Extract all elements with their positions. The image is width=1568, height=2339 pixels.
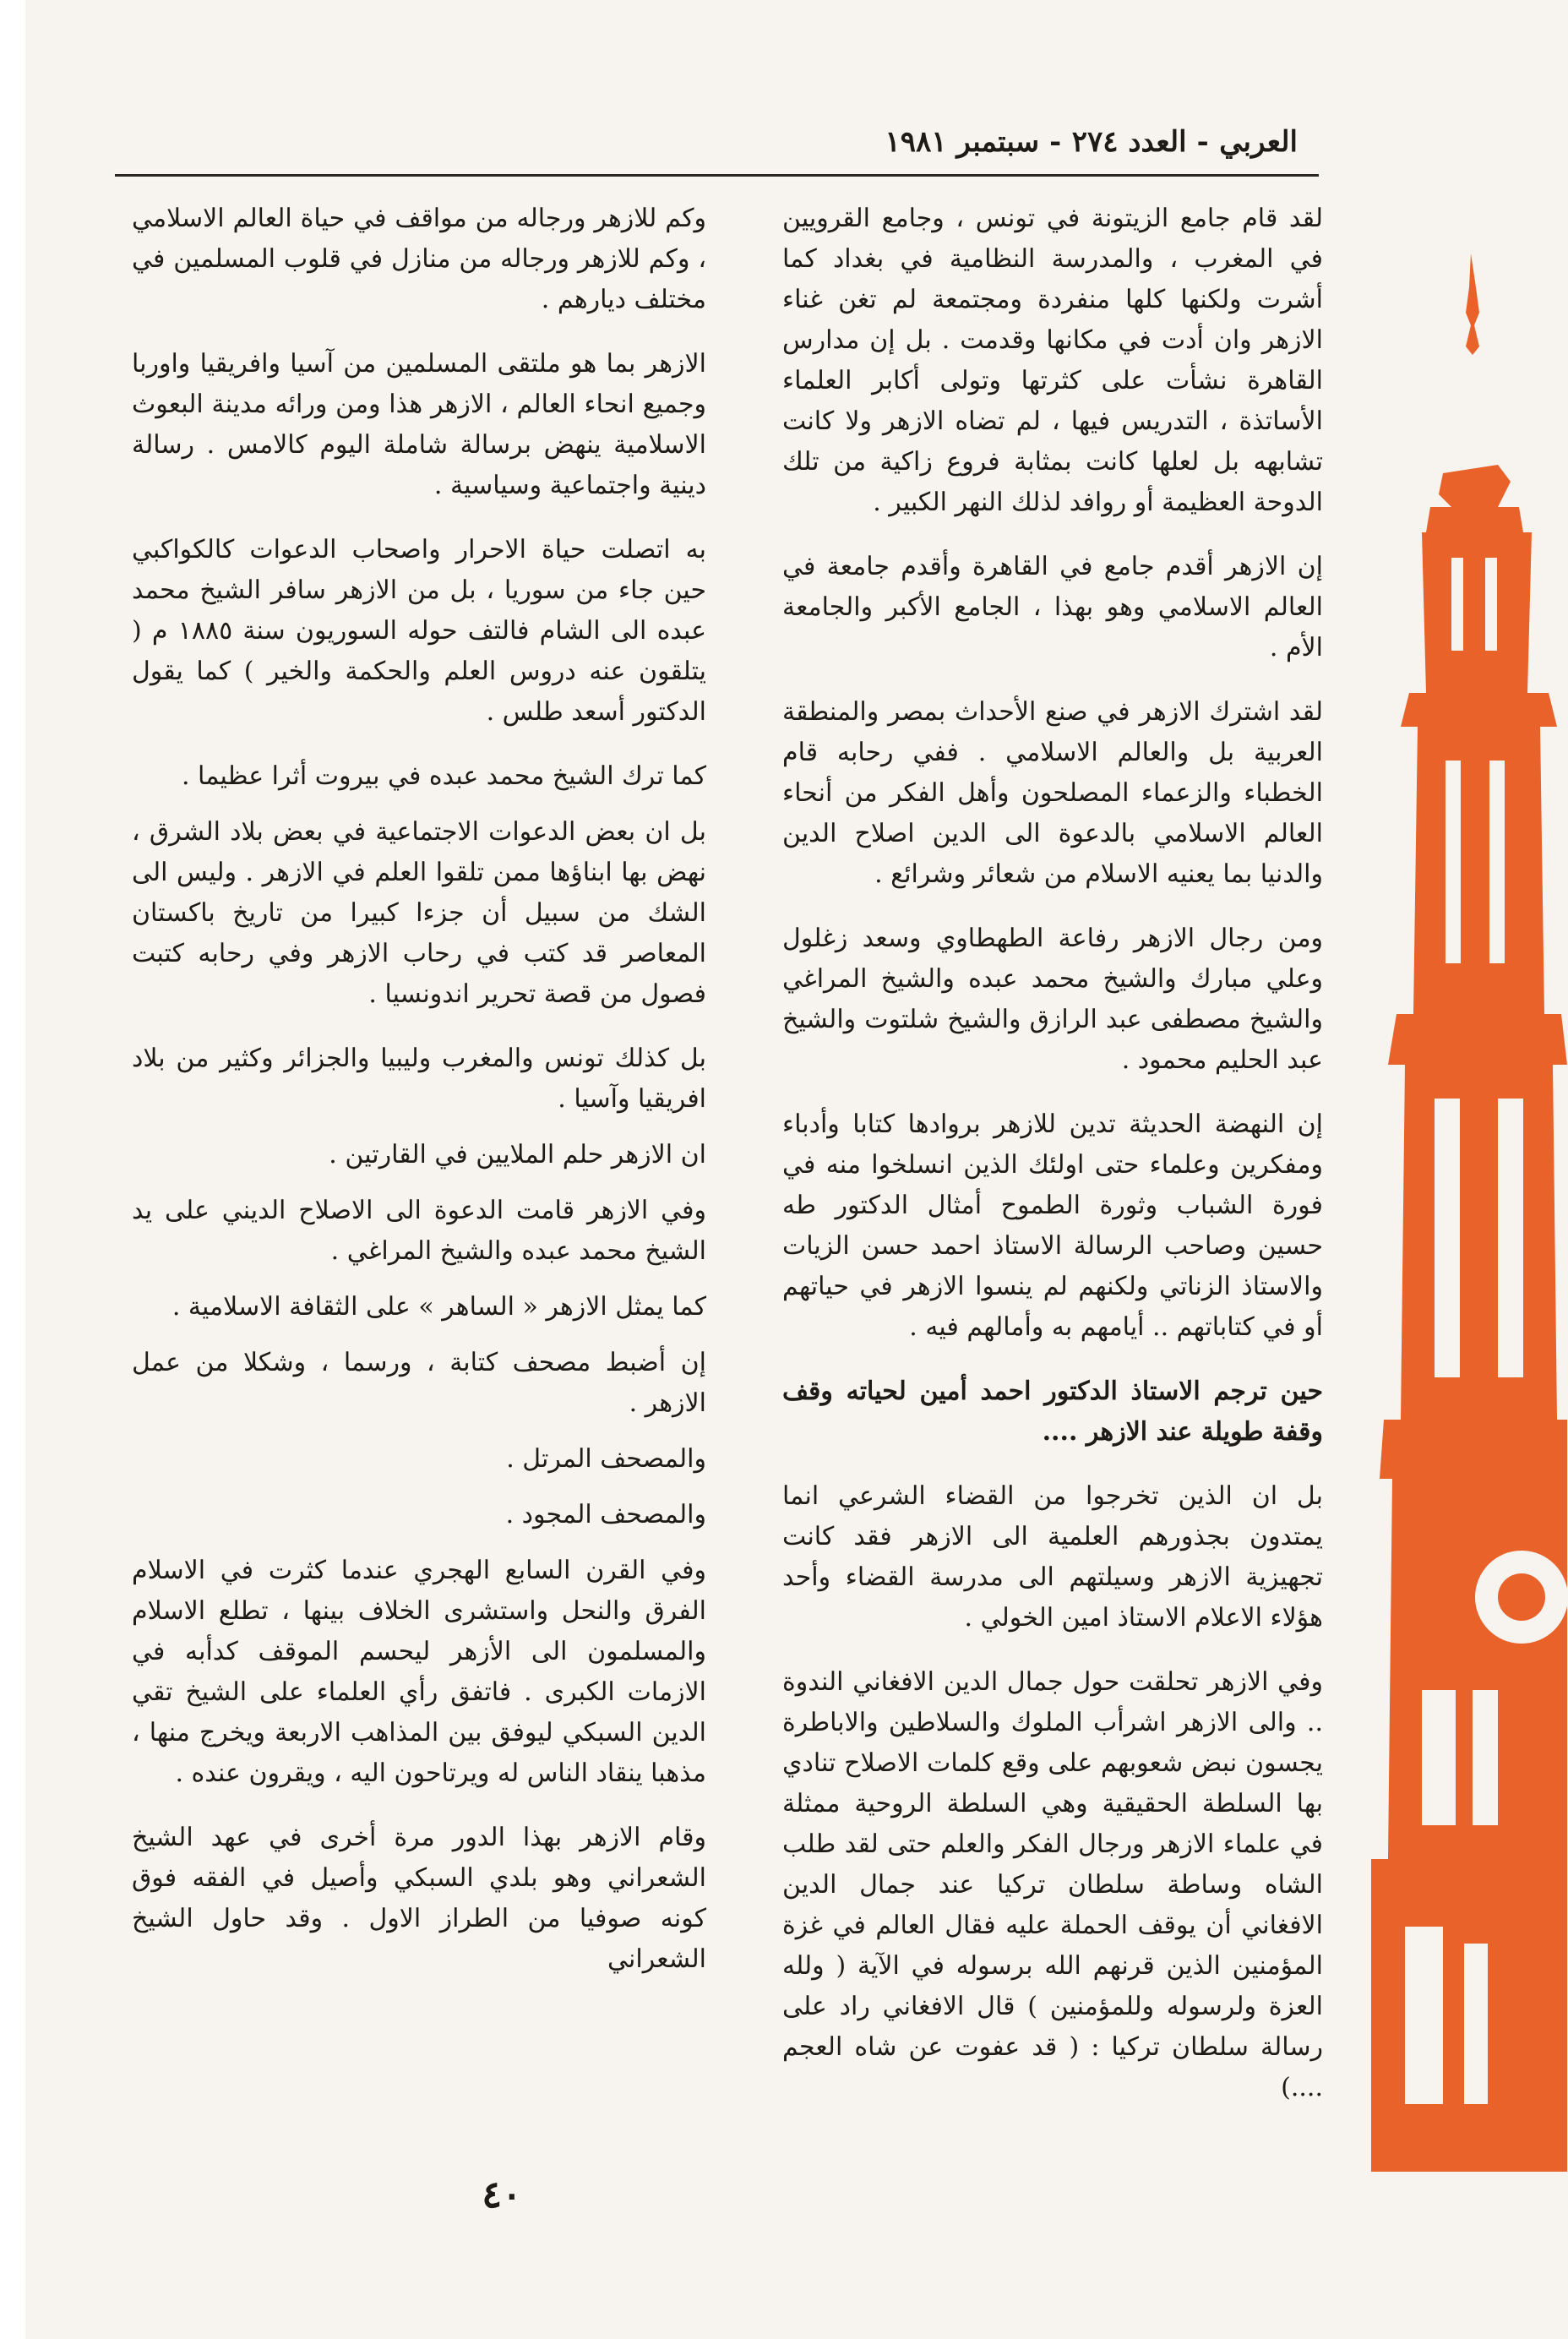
- paragraph: لقد اشترك الازهر في صنع الأحداث بمصر والمنطقة العربية بل والعالم الاسلامي . ففي رحابه قام الخطباء والزعماء المصلحون وأهل الفكر من أنحاء العالم الاسلامي بالدعوة الى الدين اصلاح الدين والدنيا بما يعنيه الاسلام من شعائر وشرائع .: [782, 697, 1323, 889]
- paragraph: حين ترجم الاستاذ الدكتور احمد أمين لحياته وقف وقفة طويلة عند الازهر ....: [782, 1377, 1323, 1447]
- paragraph: وكم للازهر ورجاله من مواقف في حياة العالم الاسلامي ، وكم للازهر ورجاله من منازل في قلوب المسلمين في مختلف ديارهم .: [132, 204, 706, 314]
- paragraph: وفي القرن السابع الهجري عندما كثرت في الاسلام الفرق والنحل واستشرى الخلاف بينها ، تطلع الاسلام والمسلمون الى الأزهر ليحسم الموقف كدأبه في الازمات الكبرى . فاتفق رأي العلماء على الشيخ تقي الدين السبكي ليوفق بين المذاهب الاربعة ويخرج منها ، مذهبا ينقاد الناس له ويرتاحون اليه ، ويقرون عنده .: [132, 1556, 706, 1788]
- paragraph: ومن رجال الازهر رفاعة الطهطاوي وسعد زغلول وعلي مبارك والشيخ محمد عبده والشيخ المراغي والشيخ مصطفى عبد الرازق والشيخ شلتوت والشيخ عبد الحليم محمود .: [782, 924, 1323, 1075]
- paragraph: وفي الازهر قامت الدعوة الى الاصلاح الديني على يد الشيخ محمد عبده والشيخ المراغي .: [132, 1196, 706, 1266]
- paragraph: لقد قام جامع الزيتونة في تونس ، وجامع القرويين في المغرب ، والمدرسة النظامية في بغداد كما أشرت ولكنها كلها منفردة ومجتمعة لم تغن غناء الازهر وان أدت في مكانها وقدمت . بل إن مدارس القاهرة نشأت على كثرتها وتولى أكابر العلماء الأساتذة ، التدريس فيها ، لم تضاه الازهر ولا كانت تشابهه بل لعلها كانت بمثابة فروع زاكية من تلك الدوحة العظيمة أو روافد لذلك النهر الكبير .: [782, 204, 1323, 517]
- left-column: [132, 199, 706, 2004]
- header-separator: -: [1049, 125, 1062, 159]
- paragraph: إن الازهر أقدم جامع في القاهرة وأقدم جامعة في العالم الاسلامي وهو بهذا ، الجامع الأكبر والجامعة الأم .: [782, 552, 1323, 662]
- paragraph: والمصحف المرتل .: [506, 1444, 706, 1474]
- page-number: ٤٠: [482, 2173, 522, 2216]
- issue-number: العدد ٢٧٤: [1071, 125, 1187, 159]
- paragraph: الازهر بما هو ملتقى المسلمين من آسيا وافريقيا واوربا وجميع انحاء العالم ، الازهر هذا ومن ورائه مدينة البعوث الاسلامية ينهض برسالة شاملة اليوم كالامس . رسالة دينية واجتماعية وسياسية .: [132, 349, 706, 500]
- paragraph: إن النهضة الحديثة تدين للازهر بروادها كتابا وأدباء ومفكرين وعلماء حتى اولئك الذين انسلخوا منه في فورة الشباب وثورة الطموح أمثال الدكتور طه حسين وصاحب الرسالة الاستاذ احمد حسن الزيات والاستاذ الزناتي ولكنهم لم ينسوا الازهر في حياتهم أو في كتاباتهم .. أيامهم به وأمالهم فيه .: [782, 1110, 1323, 1342]
- paragraph: والمصحف المجود .: [505, 1500, 706, 1529]
- right-column: [782, 199, 1323, 2132]
- paragraph: إن أضبط مصحف كتابة ، ورسما ، وشكلا من عمل الازهر .: [132, 1348, 706, 1418]
- paragraph: ان الازهر حلم الملايين في القارتين .: [329, 1140, 706, 1170]
- running-header: [284, 117, 1298, 167]
- page-edge: [0, 0, 25, 2339]
- minaret-illustration: [1371, 254, 1567, 2172]
- header-rule: [115, 174, 1319, 177]
- issue-date: سبتمبر ١٩٨١: [885, 125, 1040, 159]
- paragraph: كما ترك الشيخ محمد عبده في بيروت أثرا عظيما .: [181, 761, 706, 791]
- paragraph: كما يمثل الازهر « الساهر » على الثقافة الاسلامية .: [172, 1292, 706, 1322]
- paragraph: وفي الازهر تحلقت حول جمال الدين الافغاني الندوة .. والى الازهر اشرأب الملوك والسلاطين والاباطرة يجسون نبض شعوبهم على وقع كلمات الاصلاح تنادي بها السلطة الحقيقية وهي السلطة الروحية ممثلة في علماء الازهر ورجال الفكر والعلم حتى لقد طلب الشاه وساطة سلطان تركيا عند جمال الدين الافغاني أن يوقف الحملة عليه فقال العالم في غزة المؤمنين الذين قرنهم الله برسوله في الآية ( ولله العزة ولرسوله وللمؤمنين ) قال الافغاني راد على رسالة سلطان تركيا : ( قد عفوت عن شاه العجم ....): [782, 1667, 1323, 2102]
- header-separator: -: [1196, 125, 1210, 159]
- paragraph: وقام الازهر بهذا الدور مرة أخرى في عهد الشيخ الشعراني وهو بلدي السبكي وأصيل في الفقه فوق كونه صوفيا من الطراز الاول . وقد حاول الشيخ الشعراني: [132, 1823, 706, 1974]
- paragraph: به اتصلت حياة الاحرار واصحاب الدعوات كالكواكبي حين جاء من سوريا ، بل من الازهر سافر الشيخ محمد عبده الى الشام فالتف حوله السوريون سنة ١٨٨٥ م ( يتلقون عنه دروس العلم والحكمة والخير ) كما يقول الدكتور أسعد طلس .: [132, 535, 706, 727]
- paragraph: بل كذلك تونس والمغرب وليبيا والجزائر وكثير من بلاد افريقيا وآسيا .: [132, 1044, 706, 1114]
- magazine-name: العربي: [1219, 125, 1298, 159]
- paragraph: بل ان الذين تخرجوا من القضاء الشرعي انما يمتدون بجذورهم العلمية الى الازهر فقد كانت تجهيزية الازهر وسيلتهم الى مدرسة القضاء وأحد هؤلاء الاعلام الاستاذ امين الخولي .: [782, 1481, 1323, 1633]
- paragraph: بل ان بعض الدعوات الاجتماعية في بعض بلاد الشرق ، نهض بها ابناؤها ممن تلقوا العلم في الازهر . وليس الى الشك من سبيل أن جزءا كبيرا من تاريخ باكستان المعاصر قد كتب في رحاب الازهر وفي رحابه كتبت فصول من قصة تحرير اندونسيا .: [132, 817, 706, 1009]
